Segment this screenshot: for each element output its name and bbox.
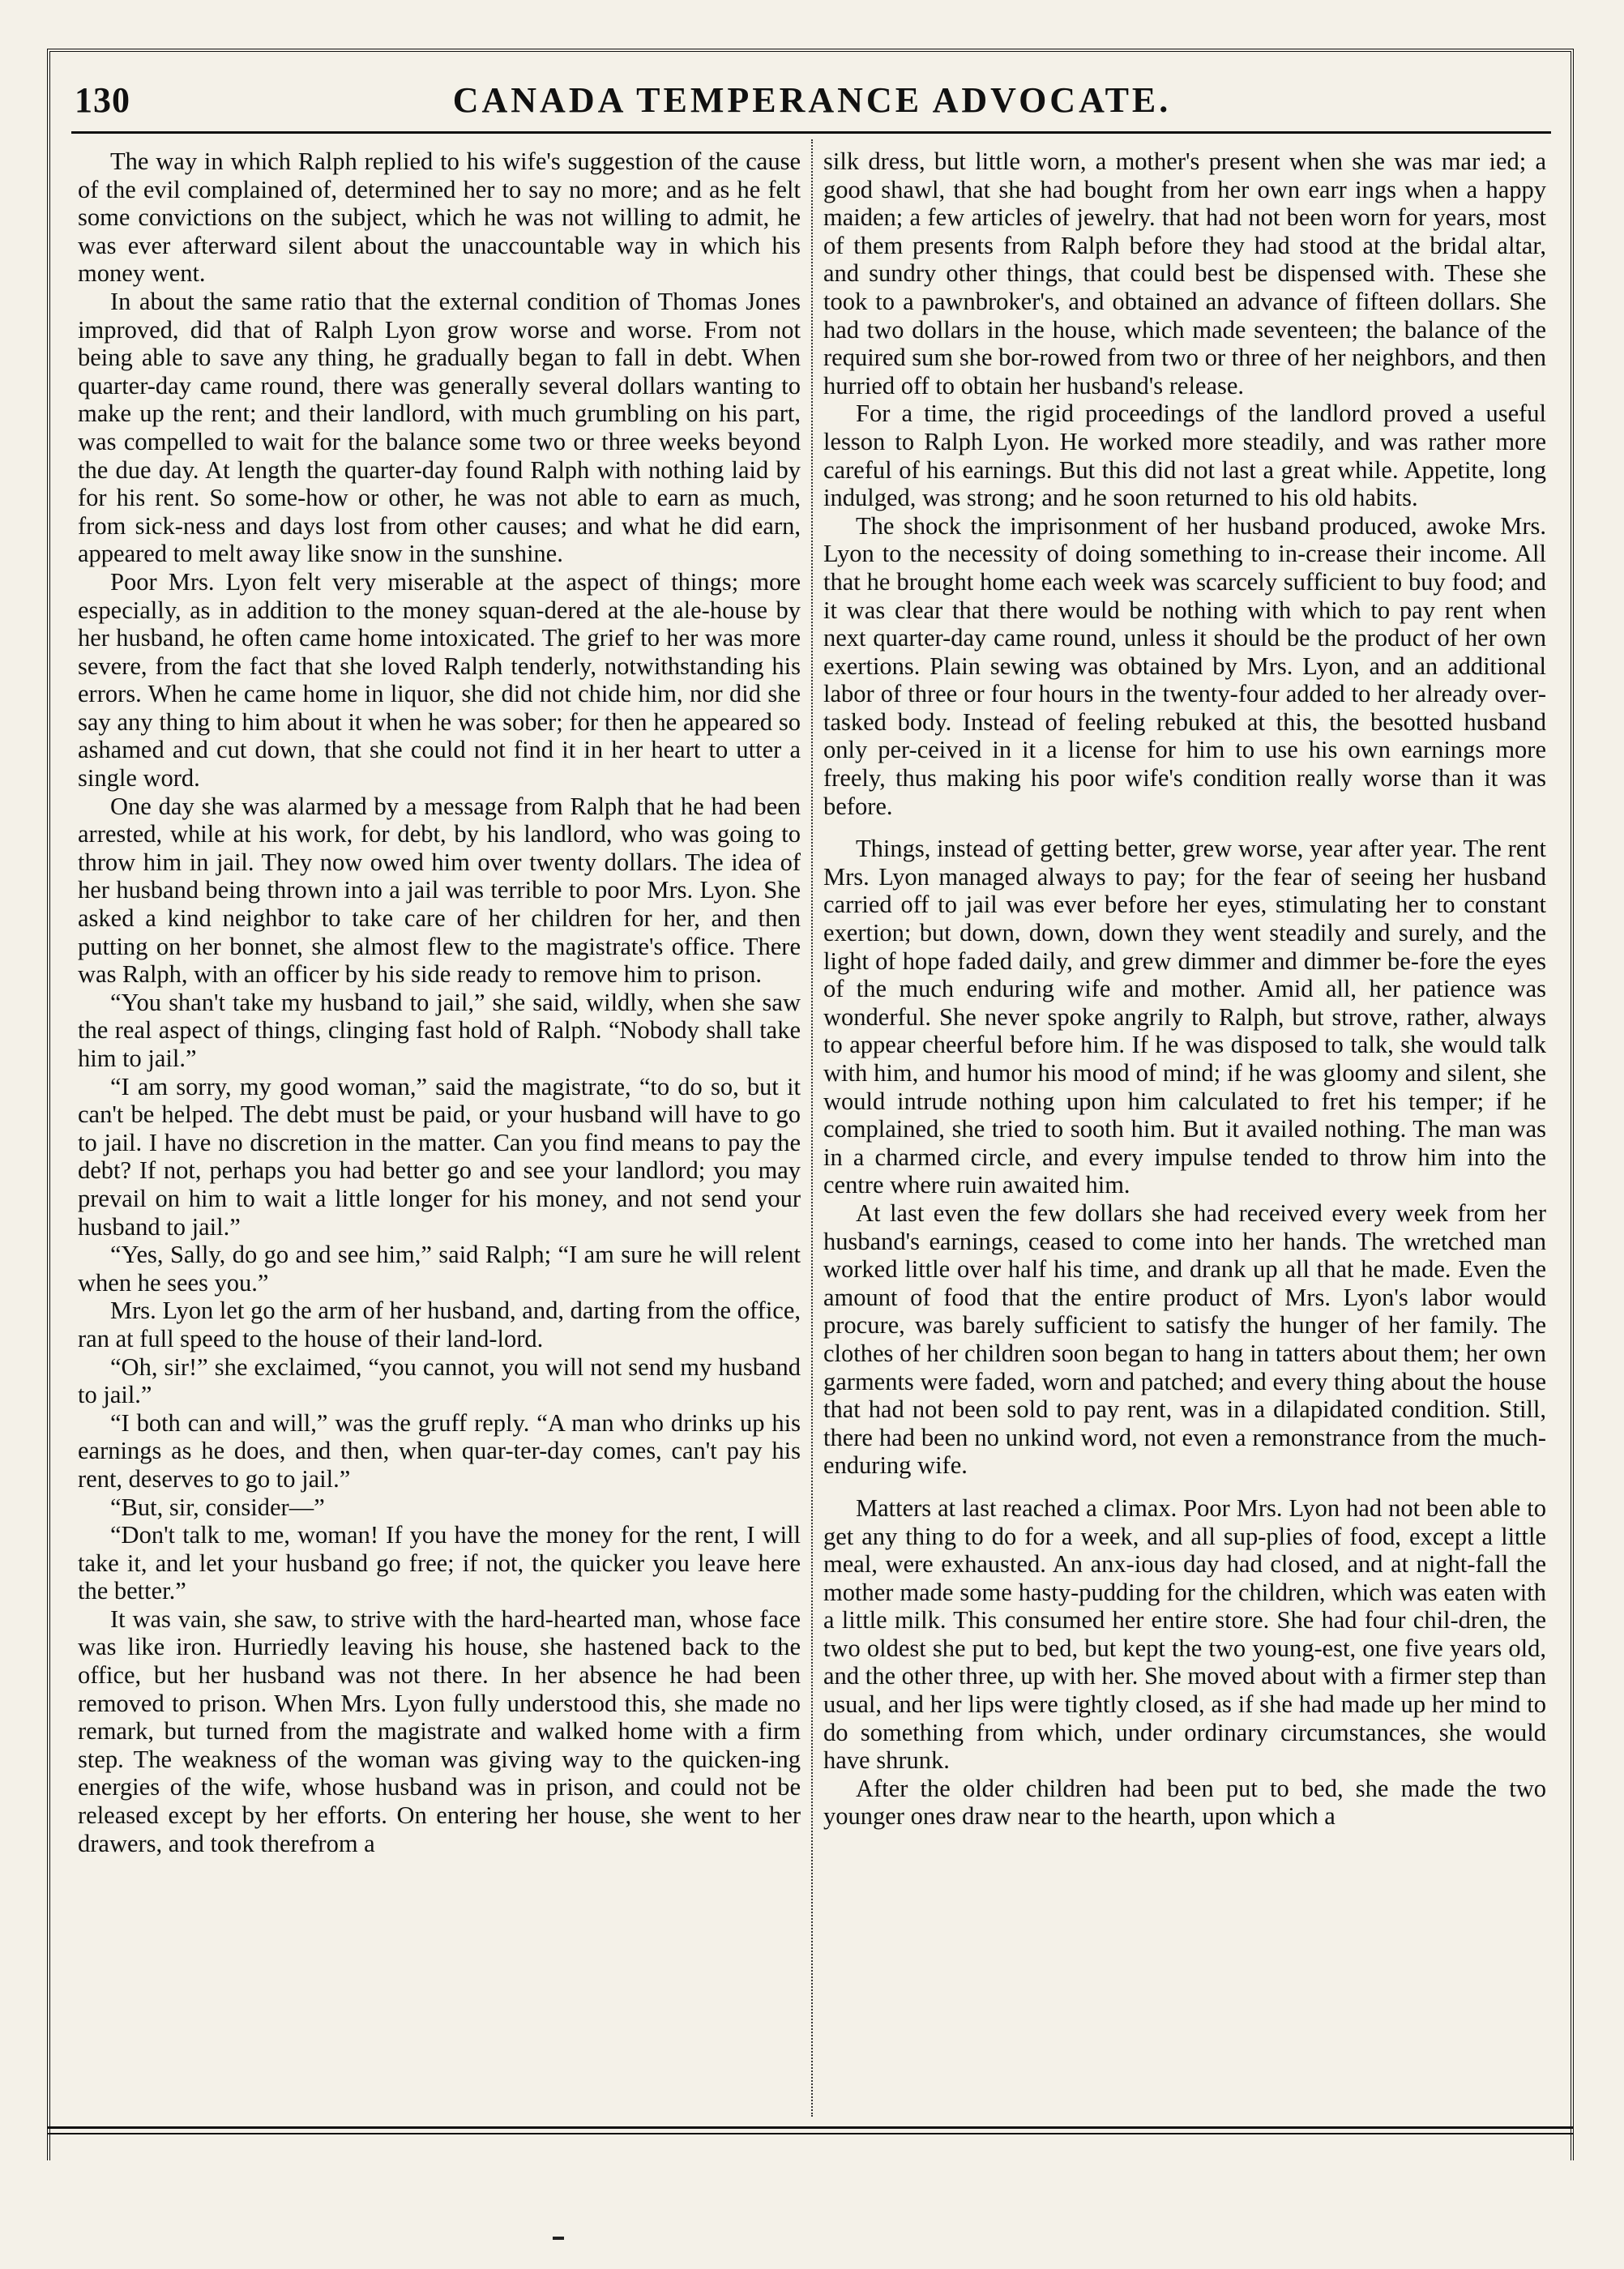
- paragraph: “Oh, sir!” she exclaimed, “you cannot, you will not send my husband to jail.”: [78, 1352, 801, 1409]
- paragraph: “I both can and will,” was the gruff reply. “A man who drinks up his earnings as he does, and then, when quar-ter-day comes, can't pay his rent, deserves to go to jail.”: [78, 1408, 801, 1493]
- paragraph: The way in which Ralph replied to his wife's suggestion of the cause of the evil complained of, determined her to say no more; and as he felt some convictions on the subject, which he was not willing to admit, he was ever afterward silent about the unaccountable way in which his money went.: [78, 147, 801, 288]
- paragraph: At last even the few dollars she had received every week from her husband's earnings, ceased to come into her hands. The wretched man worked little over half his time, and drank up all that he made. Even the amount of food that the entire product of Mrs. Lyon's labor would procure, was barely sufficient to satisfy the hunger of her family. The clothes of her children soon began to hang in tatters about them; her own garments were faded, worn and patched; and every thing about the house that had not been sold to pay rent, was in a dilapidated condition. Still, there had been no unkind word, not even a remonstrance from the much-enduring wife.: [823, 1199, 1546, 1480]
- paragraph: In about the same ratio that the external condition of Thomas Jones improved, did that of Ralph Lyon grow worse and worse. From not being able to save any thing, he gradually began to fall in debt. When quarter-day came round, there was generally several dollars wanting to make up the rent; and their landlord, with much grumbling on his part, was compelled to wait for the balance some two or three weeks beyond the due day. At length the quarter-day found Ralph with nothing laid by for his rent. So some-how or other, he was not able to earn as much, from sick-ness and days lost from other causes; and what he did earn, appeared to melt away like snow in the sunshine.: [78, 287, 801, 568]
- paragraph: Poor Mrs. Lyon felt very miserable at the aspect of things; more especially, as in addition to the money squan-dered at the ale-house by her husband, he often came home intoxicated. The grief to her was more severe, from the fact that she loved Ralph tenderly, notwithstanding his errors. When he came home in liquor, she did not chide him, nor did she say any thing to him about it when he was sober; for then he appeared so ashamed and cut down, that she could not find it in her heart to utter a single word.: [78, 567, 801, 793]
- paragraph: It was vain, she saw, to strive with the hard-hearted man, whose face was like iron. Hurriedly leaving his house, she hastened back to the office, but her husband was not there. In her absence he had been removed to prison. When Mrs. Lyon fully understood this, she made no remark, but turned from the magistrate and walked home with a firm step. The weakness of the woman was giving way to the quicken-ing energies of the wife, whose husband was in prison, and could not be released except by her efforts. On entering her house, she went to her drawers, and took therefrom a: [78, 1605, 801, 1857]
- footer-mark: [553, 2237, 564, 2240]
- header-rule: [71, 131, 1551, 134]
- paragraph: One day she was alarmed by a message from Ralph that he had been arrested, while at his work, for debt, by his landlord, who was going to throw him in jail. They now owed him over twenty dollars. The idea of her husband being thrown into a jail was terrible to poor Mrs. Lyon. She asked a kind neighbor to take care of her children for her, and then putting on her bonnet, she almost flew to the magistrate's office. There was Ralph, with an officer by his side ready to remove him to prison.: [78, 792, 801, 989]
- paragraph: “But, sir, consider—”: [110, 1493, 325, 1521]
- paragraph: Matters at last reached a climax. Poor Mrs. Lyon had not been able to get any thing to do for a week, and all sup-plies of food, except a little meal, were exhausted. An anx-ious day had closed, and at night-fall the mother made some hasty-pudding for the children, which was eaten with a little milk. This consumed her entire store. She had four chil-dren, the two oldest she put to bed, but kept the two young-est, one five years old, and the other three, up with her. She moved about with a firmer step than usual, and her lips were tightly closed, as if she had made up her mind to do something from which, under ordinary circumstances, she would have shrunk.: [823, 1493, 1546, 1775]
- footer-rule: [47, 2126, 1574, 2134]
- journal-title: CANADA TEMPERANCE ADVOCATE.: [452, 80, 1172, 120]
- page-number: 130: [75, 80, 130, 120]
- paragraph: Mrs. Lyon let go the arm of her husband, and, darting from the office, ran at full speed to the house of their land-lord.: [78, 1297, 801, 1352]
- paragraph: The shock the imprisonment of her husband produced, awoke Mrs. Lyon to the necessity of doing something to in-crease their income. All that he brought home each week was scarcely sufficient to buy food; and it was clear that there would be nothing with which to pay rent when next quarter-day came round, unless it should be the product of her own exertions. Plain sewing was obtained by Mrs. Lyon, and an additional labor of three or four hours in the twenty-four added to her already over-tasked body. Instead of feeling rebuked at this, the besotted husband only per-ceived in it a license for him to use his own earnings more freely, thus making his poor wife's condition really worse than it was before.: [823, 511, 1546, 820]
- paragraph: For a time, the rigid proceedings of the landlord proved a useful lesson to Ralph Lyon. He worked more steadily, and was rather more careful of his earnings. But this did not last a great while. Appetite, long indulged, was strong; and he soon returned to his old habits.: [823, 400, 1546, 512]
- paragraph: silk dress, but little worn, a mother's present when she was mar ied; a good shawl, that she had bought from her own earr ings when a happy maiden; a few articles of jewelry. that had not been worn for years, most of them presents from Ralph before they had stood at the bridal altar, and sundry other things, that could best be dispensed with. These she took to a pawnbroker's, and obtained an advance of fifteen dollars. She had two dollars in the house, which made seventeen; the balance of the required sum she bor-rowed from two or three of her neighbors, and then hurried off to obtain her husband's release.: [823, 147, 1546, 400]
- paragraph: After the older children had been put to bed, she made the two younger ones draw near to the hearth, upon which a: [823, 1774, 1546, 1831]
- paragraph: “Yes, Sally, do go and see him,” said Ralph; “I am sure he will relent when he sees you.”: [78, 1241, 801, 1297]
- paragraph: “I am sorry, my good woman,” said the magistrate, “to do so, but it can't be helped. The debt must be paid, or your husband will have to go to jail. I have no discretion in the matter. Can you find means to pay the debt? If not, perhaps you had better go and see your landlord; you may prevail on him to wait a little longer for his money, and not send your husband to jail.”: [78, 1072, 801, 1241]
- paragraph: “You shan't take my husband to jail,” she said, wildly, when she saw the real aspect of things, clinging fast hold of Ralph. “Nobody shall take him to jail.”: [78, 988, 801, 1072]
- paragraph: Things, instead of getting better, grew worse, year after year. The rent Mrs. Lyon managed always to pay; for the fear of seeing her husband carried off to jail was ever before her eyes, stimulating her to constant exertion; but down, down, down they went steadily and surely, and the light of hope faded daily, and grew dimmer and dimmer be-fore the eyes of the much enduring wife and mother. Amid all, her patience was wonderful. She never spoke angrily to Ralph, but strove, rather, always to appear cheerful before him. If he was disposed to talk, she would talk with him, and humor his mood of mind; if he was gloomy and silent, she would intrude nothing upon him calculated to fret his temper; if he complained, she tried to sooth him. But it availed nothing. The man was in a charmed circle, and every impulse tended to throw him into the centre where ruin awaited him.: [823, 835, 1546, 1199]
- column-divider: [811, 139, 813, 2117]
- left-column: [78, 147, 801, 2117]
- page-header: [75, 79, 1549, 136]
- right-column: [823, 147, 1546, 2117]
- paragraph: “Don't talk to me, woman! If you have the money for the rent, I will take it, and let your husband go free; if not, the quicker you leave here the better.”: [78, 1521, 801, 1605]
